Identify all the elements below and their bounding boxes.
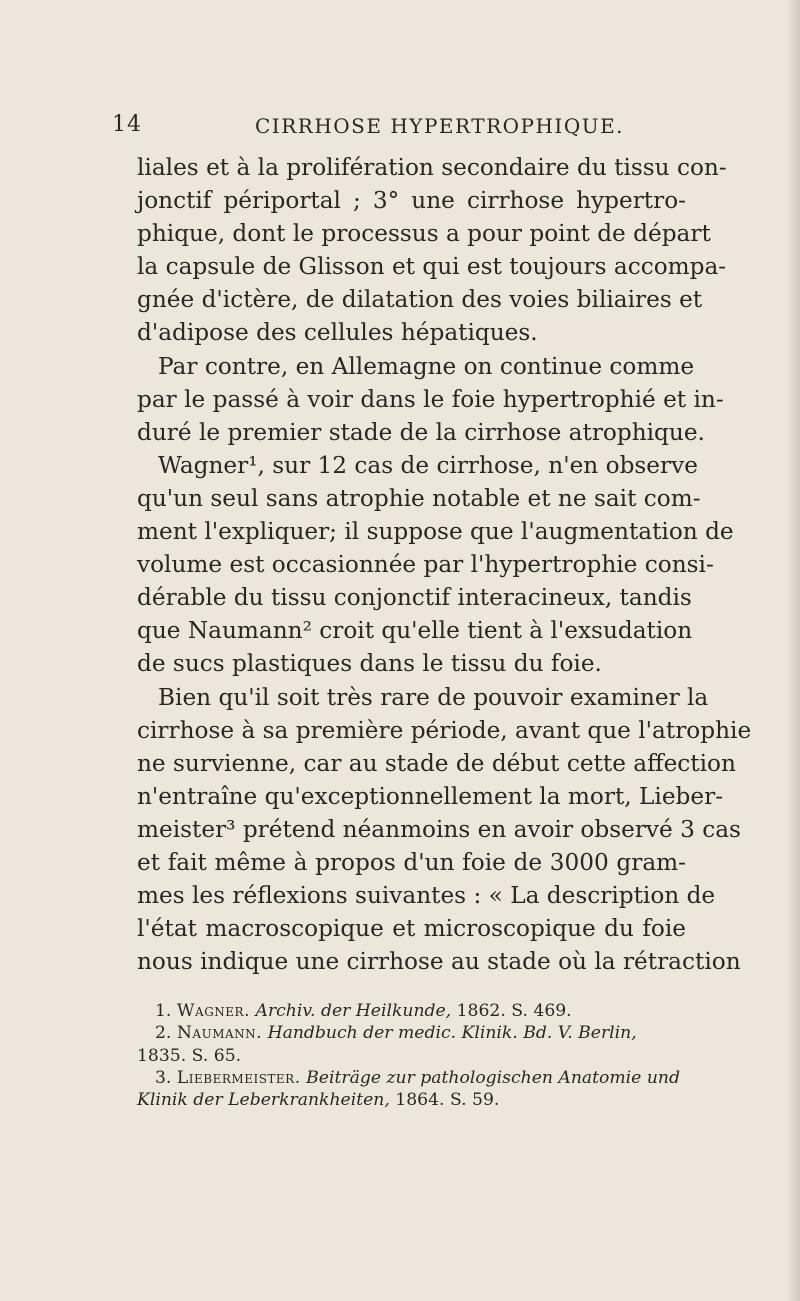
text-line: Wagner¹, sur 12 cas de cirrhose, n'en observe: [158, 451, 698, 479]
text-line: cirrhose à sa première période, avant que l'atrophie: [137, 716, 752, 744]
footnote-line: [137, 1089, 686, 1111]
text-line: qu'un seul sans atrophie notable et ne sait com-: [137, 484, 701, 512]
text-line: la capsule de Glisson et qui est toujours accompa-: [137, 253, 727, 281]
page-edge-shadow: [786, 0, 800, 1301]
text-line: d'adipose des cellules hépatiques.: [137, 319, 538, 347]
footnote-title: Handbuch der medic. Klinik. Bd. V. Berlin,: [267, 1023, 637, 1044]
footnote-line: [137, 1045, 686, 1067]
text-line: et fait même à propos d'un foie de 3000 gram-: [137, 848, 686, 876]
text-line: duré le premier stade de la cirrhose atrophique.: [137, 418, 705, 446]
footnote-details: 1835. S. 65.: [137, 1045, 242, 1066]
footnote-title: Klinik der Leberkrankheiten,: [137, 1090, 390, 1111]
text-line: phique, dont le processus a pour point de départ: [137, 220, 711, 248]
footnote-number: 1.: [155, 1001, 172, 1021]
text-line: mes les réflexions suivantes : « La description de: [137, 882, 716, 910]
page-header: [112, 112, 712, 142]
text-line: dérable du tissu conjonctif interacineux, tandis: [137, 584, 692, 612]
footnote-line: [137, 1067, 686, 1089]
text-line: n'entraîne qu'exceptionnellement la mort, Lieber-: [137, 782, 724, 810]
footnote-details: 1862. S. 469.: [456, 1001, 572, 1021]
text-line: gnée d'ictère, de dilatation des voies biliaires et: [137, 286, 703, 314]
footnote-author: Naumann.: [176, 1023, 263, 1044]
text-line: Par contre, en Allemagne on continue comme: [158, 352, 695, 380]
footnote-author: Wagner.: [176, 1001, 251, 1021]
footnote-line: [137, 1022, 686, 1044]
footnote-number: 3.: [155, 1067, 172, 1088]
text-line: par le passé à voir dans le foie hypertrophié et in-: [137, 385, 724, 413]
footnote-author: Liebermeister.: [176, 1067, 301, 1088]
footnotes: [137, 1000, 686, 1111]
text-line: meister³ prétend néanmoins en avoir observé 3 cas: [137, 815, 741, 843]
text-line: jonctif périportal ; 3° une cirrhose hypertro-: [137, 187, 686, 215]
text-line: nous indique une cirrhose au stade où la rétraction: [137, 948, 741, 976]
text-line: ment l'expliquer; il suppose que l'augmentation de: [137, 518, 734, 546]
text-line: Bien qu'il soit très rare de pouvoir examiner la: [158, 683, 709, 711]
text-line: volume est occasionnée par l'hypertrophie consi-: [137, 551, 714, 579]
text-line: de sucs plastiques dans le tissu du foie.: [137, 650, 602, 678]
running-title: CIRRHOSE HYPERTROPHIQUE.: [255, 114, 625, 138]
text-line: l'état macroscopique et microscopique du foie: [137, 915, 686, 943]
footnote-line: [137, 1000, 686, 1022]
text-line: que Naumann² croit qu'elle tient à l'exsudation: [137, 617, 693, 645]
footnote-details: 1864. S. 59.: [395, 1090, 500, 1111]
text-line: liales et à la prolifération secondaire du tissu con-: [137, 154, 727, 181]
text-line: ne survienne, car au stade de début cette affection: [137, 749, 736, 777]
footnote-title: Beiträge zur pathologischen Anatomie und: [306, 1067, 680, 1088]
body-text: [137, 151, 752, 978]
page-number: 14: [112, 112, 142, 137]
footnote-number: 2.: [155, 1023, 172, 1044]
footnote-title: Archiv. der Heilkunde,: [255, 1001, 452, 1021]
